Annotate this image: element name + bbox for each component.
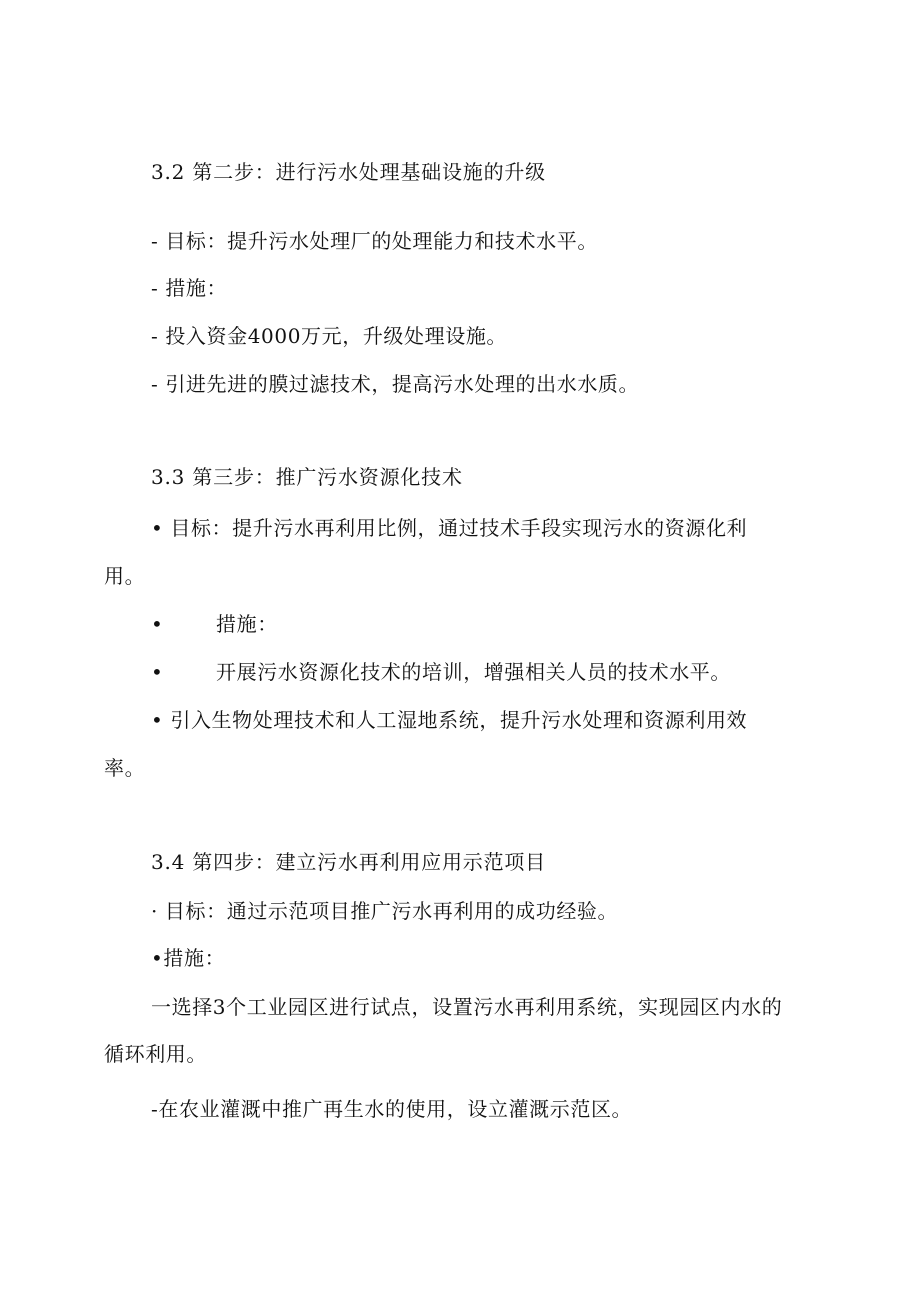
section-3-3-item-1: 开展污水资源化技术的培训，增强相关人员的技术水平。	[216, 660, 731, 684]
section-3-2-heading: 3.2 第二步：进行污水处理基础设施的升级	[151, 160, 546, 184]
section-3-4-measures-label: •措施：	[151, 946, 226, 970]
section-3-3-item-2-line-1: • 引入生物处理技术和人工湿地系统，提升污水处理和资源利用效	[151, 708, 748, 732]
section-3-4-goal: · 目标：通过示范项目推广污水再利用的成功经验。	[151, 899, 619, 923]
section-3-3-measures-label: 措施：	[216, 612, 278, 636]
section-3-4-item-2: -在农业灌溉中推广再生水的使用，设立灌溉示范区。	[151, 1097, 633, 1121]
section-3-2-goal: - 目标：提升污水处理厂的处理能力和技术水平。	[151, 229, 598, 253]
section-3-2-measures-label: - 措施：	[151, 276, 228, 300]
section-3-3-measures-bullet: •	[151, 612, 164, 636]
section-3-4-heading: 3.4 第四步：建立污水再利用应用示范项目	[151, 850, 546, 874]
section-3-4-item-1-line-2: 循环利用。	[104, 1042, 207, 1066]
section-3-3-item-1-bullet: •	[151, 660, 164, 684]
section-3-3-goal-line-1: • 目标：提升污水再利用比例，通过技术手段实现污水的资源化利	[151, 516, 748, 540]
section-3-2-item-2: - 引进先进的膜过滤技术，提高污水处理的出水水质。	[151, 372, 640, 396]
section-3-3-goal-line-2: 用。	[104, 564, 146, 588]
section-3-4-item-1-line-1: 一选择3个工业园区进行试点，设置污水再利用系统，实现园区内水的	[151, 995, 783, 1019]
section-3-2-item-1: - 投入资金4000万元，升级处理设施。	[151, 324, 508, 348]
section-3-3-item-2-line-2: 率。	[104, 756, 146, 780]
section-3-3-heading: 3.3 第三步：推广污水资源化技术	[151, 465, 463, 489]
